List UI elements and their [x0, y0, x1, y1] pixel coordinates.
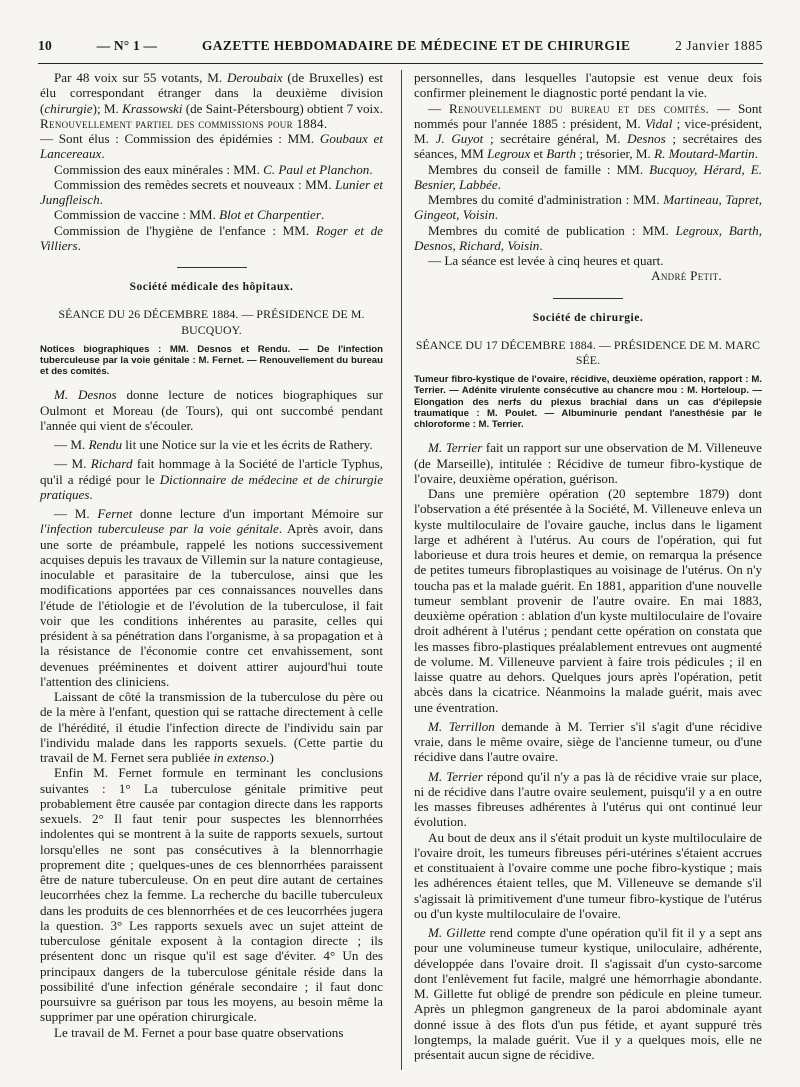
seance-line: SÉANCE DU 26 DÉCEMBRE 1884. — PRÉSIDENCE DE M. BUCQUOY.	[58, 307, 365, 337]
section-title: Société médicale des hôpitaux.	[129, 281, 294, 293]
conseil-famille: Membres du conseil de famille : MM. Bucquoy, Hérard, E. Besnier, Labbée.	[414, 161, 762, 192]
section-summary-2: Tumeur fibro-kystique de l'ovaire, récidive, deuxième opération, rapport : M. Terrier. — Adénite virulente consécutive au chancre mou : M. Horteloup. — Elongation des nerfs du plexus brachial dans un cas d'épilepsie traumatique : M. Poulet. — Albuminurie pendant l'anesthésie par le chloroforme : M. Terrier.	[414, 374, 762, 431]
signature: André Petit.	[651, 268, 722, 284]
section-rule	[177, 267, 247, 268]
issue-date: 2 Janvier 1885	[675, 38, 763, 53]
page-number: 10	[38, 38, 52, 53]
comite-administration: Membres du comité d'administration : MM. Martineau, Tapret, Gingeot, Voisin.	[414, 192, 762, 223]
first-operation: Dans une première opération (20 septembre 1879) dont l'observation a été présentée à la Société, M. Villeneuve enleva un kyste multiloculaire de l'ovaire gauche, inclus dans le ligament large et adhérent à l'utérus. Au cours de l'opération, qui fut laborieuse et dura trois heures et demie, on remarqua la présence de petites tumeurs fibroplastiques au voisinage de l'utérus. On n'y toucha pas et la malade guérit. En 1881, apparition d'une nouvelle tumeur semblant provenir de l'autre ovaire. En mai 1883, deuxième opération : ablation d'un kyste multiloculaire de l'ovaire droit adhérent à l'utérus ; pendant cette opération on constata que les masses fibro-plastiques préalablement entrevues ont augmenté de volume. M. Villeneuve parvient à faire trois pédicules ; il en laisse quatre au dehors. Quelques jours après l'opération, petit abcès dans la cicatrice. Néanmoins la malade guérit, mais avec une éventration.	[414, 486, 762, 715]
issue-number: — N° 1 —	[96, 38, 158, 53]
fernet-conclusions: Enfin M. Fernet formule en terminant les conclusions suivantes : 1° La tuberculose génitale primitive peut probablement être causée par contagion directe dans les rapports sexuels. 2° Il faut tenir pour suspectes les blennorrhées indolentes qui se montrent à la suite de rapports sexuels, surtout lorsqu'elles ne sont pas consécutives à la blennorrhagie proprement dite ; quelques-unes de ces blennorrhées paraissent être de nature tuberculeuse. On en peut dire autant de certaines leucorrhées chez la femme. La recherche du bacille tuberculeux dans les produits de ces blennorrhées et de ces leucorrhées jugera la question. 3° Les rapports sexuels avec un sujet atteint de tuberculose génitale exposent à la contagion directe ; ils présentent donc un risque qu'il est sage d'éviter. 4° Un des principaux dangers de la tuberculose génitale réside dans la possibilité d'une infection générale secondaire ; il faut donc poursuivre sa guérison par tous les moyens, au besoin même la supprimer par une opération chirurgicale.	[40, 765, 383, 1025]
bureau-paragraph: — Renouvellement du bureau et des comités. — Sont nommés pour l'année 1885 : président, M. Vidal ; vice-président, M. J. Guyot ; secrétaire général, M. Desnos ; secrétaires des séances, MM Legroux et Barth ; trésorier, M. R. Moutard-Martin.	[414, 100, 763, 162]
gillette-paragraph: M. Gillette rend compte d'une opération qu'il fit il y a sept ans pour une volumineuse tumeur kystique, uniloculaire, adhérente, développée dans l'ovaire droit. Il s'agissait d'un cysto-sarcome dont l'enlèvement fut facile, malgré une hémorrhagie abondante. M. Gillette fut obligé de prendre son pédicule en pleine tumeur. Après un phlegmon gangreneux de la paroi abdominale ayant donné issue à des flots d'un pus fétide, et ayant suppuré très longtemps, la malade guérit. Vue il y a quelques mois, elle ne présentait aucun signe de récidive.	[414, 925, 762, 1063]
page-header	[38, 38, 763, 62]
section-summary: Notices biographiques : MM. Desnos et Rendu. — De l'infection tuberculeuse par la voie génitale : M. Fernet. — Renouvellement du bureau et des comités.	[40, 343, 383, 378]
right-column	[414, 70, 762, 1062]
column-separator	[401, 70, 402, 1070]
election-paragraph: Par 48 voix sur 55 votants, M. Deroubaix (de Bruxelles) est élu correspondant étranger dans la deuxième division (chirurgie); M. Krassowski (de Saint-Pétersbourg) obtient 7 voix.	[40, 70, 383, 116]
terrier-reply: M. Terrier répond qu'il n'y a pas là de récidive vraie sur place, ni de récidive dans l'autre ovaire seulement, puisqu'il y a en outre les masses fibreuses adhérentes à l'utérus qui ont continué leur évolution.	[414, 768, 762, 830]
richard-paragraph: — M. Richard fait hommage à la Société de l'article Typhus, qu'il a rédigé pour le Dictionnaire de médecine et de chirurgie pratiques.	[40, 456, 383, 502]
header-rule	[38, 63, 763, 64]
fernet-paragraph-2: Laissant de côté la transmission de la tuberculose du père ou de la mère à l'enfant, question qui se rattache directement à celle de l'hérédité, il étudie l'infection directe de l'individu sain par l'individu malade dans les rapports sexuels. (Cette partie du travail de M. Fernet sera publiée in extenso.)	[40, 689, 383, 766]
terrillon-question: M. Terrillon demande à M. Terrier s'il s'agit d'une récidive vraie, dans le même ovaire, siège de l'ancienne tumeur, ou d'une récidive dans l'autre ovaire.	[414, 718, 762, 765]
commission-eaux: Commission des eaux minérales : MM. C. Paul et Planchon.	[54, 161, 373, 177]
commission-epidemies: — Sont élus : Commission des épidémies : MM. Goubaux et Lancereaux.	[40, 131, 383, 162]
commission-vaccine: Commission de vaccine : MM. Blot et Charpentier.	[54, 207, 325, 223]
continuation-paragraph: personnelles, dans lesquelles l'autopsie est venue deux fois confirmer pleinement le diagnostic porté pendant la vie.	[414, 70, 762, 101]
fernet-observations: Le travail de M. Fernet a pour base quatre observations	[54, 1024, 344, 1040]
terrier-report: M. Terrier fait un rapport sur une observation de M. Villeneuve (de Marseille), intitulée : Récidive de tumeur fibro-kystique de l'ovaire, deuxième opération, guérison.	[414, 440, 762, 486]
section-title-2: Société de chirurgie.	[532, 311, 644, 324]
comite-publication: Membres du comité de publication : MM. Legroux, Barth, Desnos, Richard, Voisin.	[414, 222, 762, 253]
desnos-paragraph: M. Desnos donne lecture de notices biographiques sur Oulmont et Moreau (de Tours), qui ont succombé pendant l'année qui vient de s'écouler.	[40, 387, 383, 433]
journal-title: GAZETTE HEBDOMADAIRE DE MÉDECINE ET DE CHIRURGIE	[201, 38, 631, 53]
seance-line-2: SÉANCE DU 17 DÉCEMBRE 1884. — PRÉSIDENCE DE M. MARC SÉE.	[415, 337, 761, 367]
commission-hygiene: Commission de l'hygiène de l'enfance : MM. Roger et de Villiers.	[40, 222, 383, 253]
renouvellement-heading: Renouvellement partiel des commissions pour 1884.	[40, 115, 328, 131]
rendu-paragraph: — M. Rendu lit une Notice sur la vie et les écrits de Rathery.	[54, 437, 373, 453]
fernet-paragraph: — M. Fernet donne lecture d'un important Mémoire sur l'infection tuberculeuse par la voie génitale. Après avoir, dans une sorte de préambule, rappelé les notions successivement acquises depuis les travaux de Villemin sur la nature contagieuse, inoculable et parasitaire de la tuberculose, ainsi que les modifications apportées par ces connaissances nouvelles dans l'étude de l'étiologie et de l'évolution de la tuberculose, il fait voir que les conditions inhérentes au parasite, celles qui président à sa pénétration dans l'organisme, à sa propagation et à la résistance de l'économie contre cet envahissement, sont devenues prééminentes et doivent attirer aujourd'hui toute l'attention des cliniciens.	[40, 506, 383, 689]
seance-levee: — La séance est levée à cinq heures et quart.	[428, 253, 664, 268]
left-column	[40, 70, 383, 1040]
two-years-paragraph: Au bout de deux ans il s'était produit un kyste multiloculaire de l'ovaire droit, les tumeurs fibreuses péri-utérines s'étaient accrues et constituaient à l'ovaire comme une poche fibro-kystique ; mais les adhérences étaient telles, que M. Villeneuve se demande s'il s'agissait là primitivement d'une tumeur fibro-kystique de l'utérus ou d'un kyste multiloculaire de l'ovaire.	[414, 829, 762, 921]
commission-remedes: Commission des remèdes secrets et nouveaux : MM. Lunier et Jungfleisch.	[40, 176, 383, 207]
section-rule-2	[553, 298, 623, 299]
